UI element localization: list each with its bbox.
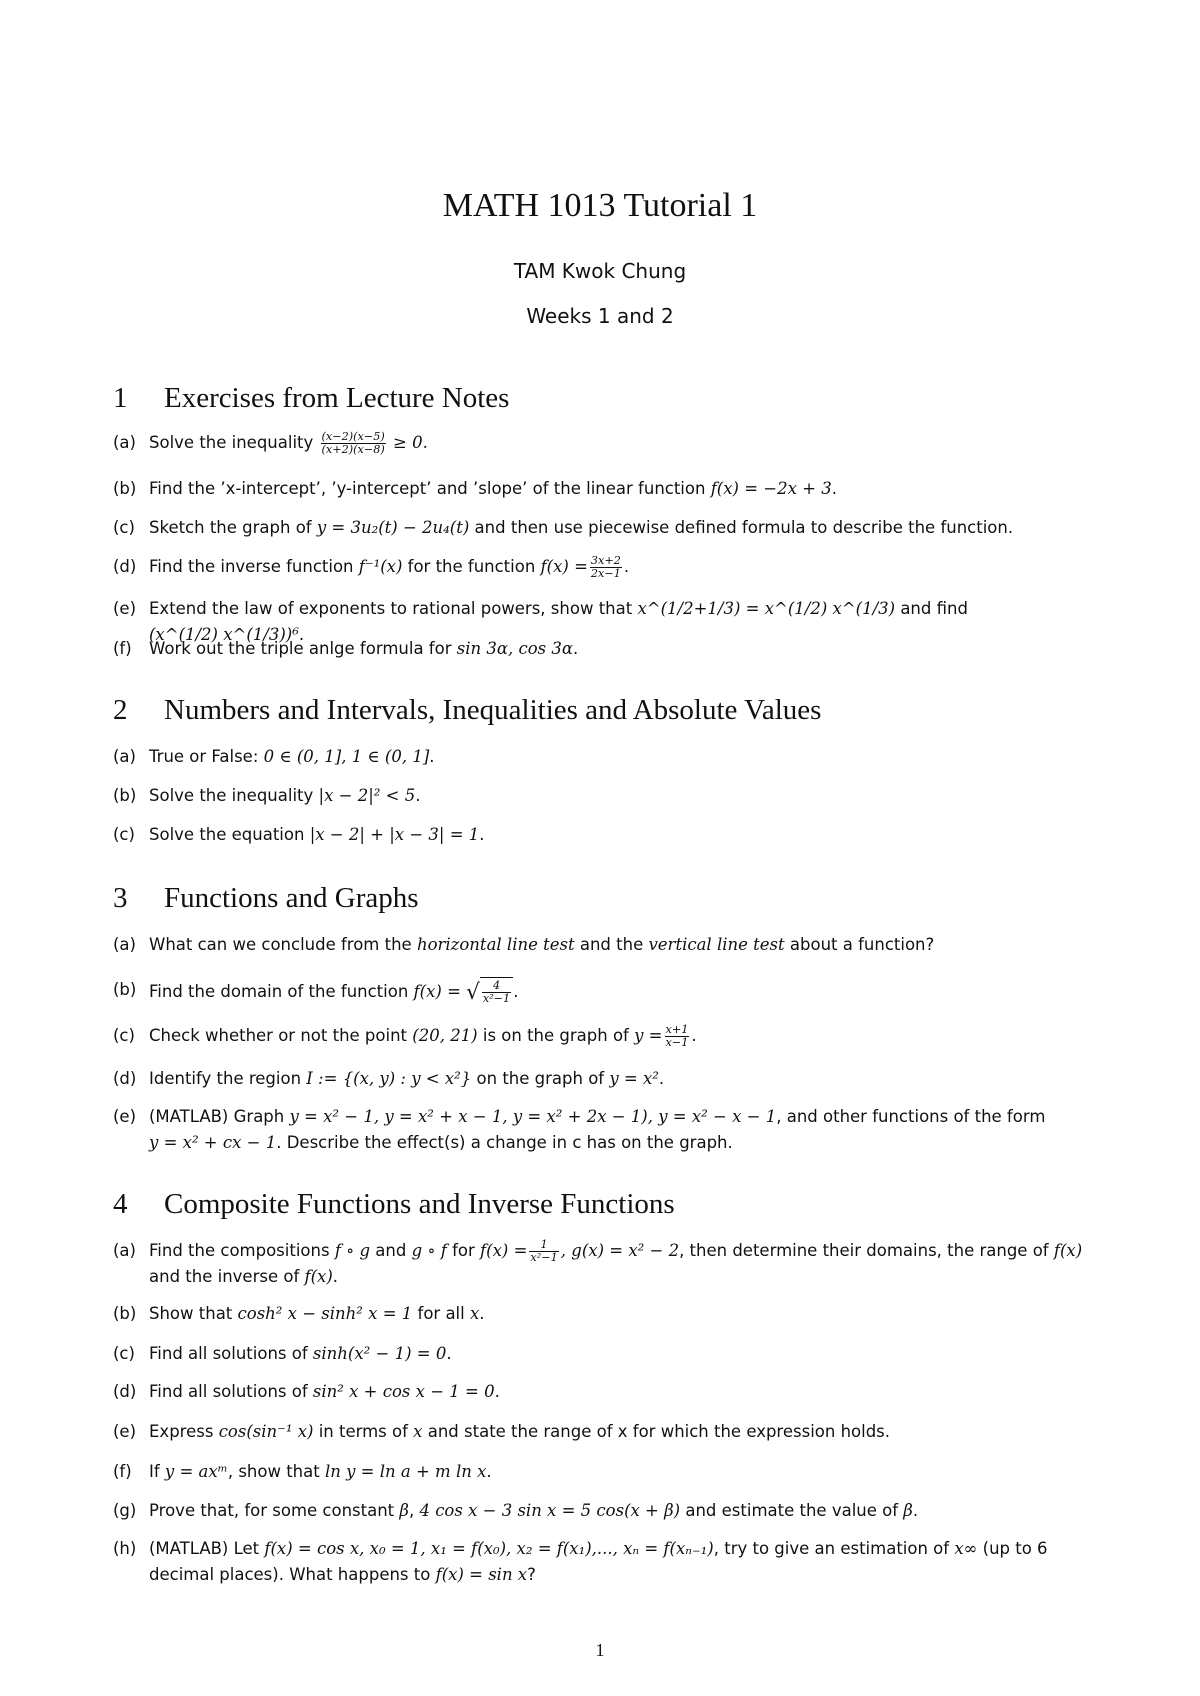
item-text: [149, 1419, 1103, 1445]
math-expression: f⁻¹(x): [358, 557, 403, 576]
item-text-part: for the function: [402, 557, 541, 576]
math-expression: f(x) =: [413, 982, 461, 1001]
math-expression: f(x) = −2x + 3: [710, 479, 832, 498]
item-text-part: Find the ’x-intercept’, ’y-intercept’ and ’slope’ of the linear function: [149, 479, 711, 498]
emphasized-term: vertical line test: [648, 935, 785, 954]
math-expression: x^(1/2+1/3) = x^(1/2) x^(1/3): [637, 599, 896, 618]
math-expression: ≥ 0.: [387, 433, 428, 452]
item-text-part: Check whether or not the point: [149, 1026, 413, 1045]
item-text-part: Extend the law of exponents to rational powers, show that: [149, 599, 638, 618]
item-label: (b): [113, 786, 137, 805]
section-heading: [113, 380, 1103, 416]
exercise-item: [113, 1066, 1103, 1092]
item-text-part: If: [149, 1462, 165, 1481]
item-label: (a): [113, 433, 136, 452]
item-text-part: , and other functions of the form: [776, 1107, 1046, 1126]
fraction: [590, 555, 622, 580]
item-label: (d): [113, 1069, 137, 1088]
item-text-part: .: [479, 1304, 485, 1323]
item-label: (h): [113, 1539, 137, 1558]
item-text: [149, 1459, 1103, 1485]
exercise-item: [113, 1104, 1103, 1156]
math-expression: y = x² − 1, y = x² + x − 1, y = x² + 2x − 1), y = x² − x − 1: [289, 1107, 777, 1126]
item-text-part: Solve the inequality: [149, 786, 319, 805]
math-expression: x∞: [954, 1539, 978, 1558]
section-title: Numbers and Intervals, Inequalities and Absolute Values: [164, 694, 822, 726]
item-text-part: What can we conclude from the: [149, 935, 417, 954]
fraction-numerator: 4: [482, 980, 511, 993]
item-label: (f): [113, 1462, 132, 1481]
section-title: Composite Functions and Inverse Functions: [164, 1188, 675, 1220]
item-label: (c): [113, 518, 135, 537]
math-expression: x: [469, 1304, 480, 1323]
fraction-numerator: x+1: [665, 1023, 689, 1037]
item-text-part: .: [494, 1382, 500, 1401]
item-text-part: , try to give an estimation of: [713, 1539, 955, 1558]
item-label: (b): [113, 479, 137, 498]
math-expression: |x − 2|² < 5: [318, 786, 416, 805]
section-title: Functions and Graphs: [164, 882, 419, 914]
item-text-part: ,: [408, 1501, 420, 1520]
fraction: [482, 980, 511, 1005]
item-text-part: and: [370, 1241, 412, 1260]
item-text-part: on the graph of: [471, 1069, 610, 1088]
item-text: [149, 1066, 1103, 1092]
item-text-part: .: [513, 982, 519, 1001]
document-title: MATH 1013 Tutorial 1: [442, 187, 758, 224]
page-number: 1: [595, 1640, 605, 1660]
exercise-item: [113, 783, 1103, 809]
item-text-part: for all: [412, 1304, 470, 1323]
exercise-item: [113, 636, 1103, 662]
exercise-item: [113, 1023, 1103, 1049]
item-text-part: .: [912, 1501, 919, 1520]
math-expression: y = x²: [609, 1069, 659, 1088]
document-date: Weeks 1 and 2: [526, 304, 674, 328]
fraction-numerator: 3x+2: [590, 554, 621, 568]
exercise-item: [113, 1301, 1103, 1327]
item-label: (c): [113, 825, 135, 844]
exercise-item: [113, 1536, 1103, 1588]
math-expression: β: [903, 1501, 913, 1520]
section-title: Exercises from Lecture Notes: [164, 382, 510, 414]
item-text-part: .: [298, 625, 305, 644]
item-text-part: .: [658, 1069, 665, 1088]
exercise-item: [113, 1419, 1103, 1445]
item-label: (c): [113, 1026, 135, 1045]
radical-icon: √: [466, 980, 480, 1005]
item-label: (a): [113, 747, 136, 766]
item-text-part: and estimate the value of: [680, 1501, 904, 1520]
item-text-part: .: [831, 479, 837, 498]
item-label: (e): [113, 599, 137, 618]
math-expression: |x − 2| + |x − 3| = 1: [309, 825, 480, 844]
item-text-part: and the inverse of: [149, 1267, 305, 1286]
item-text: [149, 1238, 1103, 1290]
math-expression: f(x) = sin x: [435, 1565, 528, 1584]
math-expression: sinh(x² − 1) = 0: [312, 1344, 447, 1363]
fraction-denominator: x²−1: [482, 992, 511, 1005]
item-text-part: Find the inverse function: [149, 557, 359, 576]
exercise-item: [113, 476, 1103, 502]
section-heading: [113, 692, 1103, 728]
exercise-item: [113, 1341, 1103, 1367]
math-expression: y =: [634, 1026, 663, 1045]
item-text-part: . Describe the effect(s) a change in c has on the graph.: [276, 1133, 733, 1152]
exercise-item: [113, 1459, 1103, 1485]
math-expression: (x^(1/2) x^(1/3))⁶: [149, 625, 299, 644]
item-label: (c): [113, 1344, 135, 1363]
item-text-part: and state the range of x for which the expression holds.: [422, 1422, 891, 1441]
math-expression: 4 cos x − 3 sin x = 5 cos(x + β): [419, 1501, 681, 1520]
math-expression: g ∘ f: [411, 1241, 447, 1260]
item-text-part: Identify the region: [149, 1069, 307, 1088]
item-text-part: True or False:: [149, 747, 264, 766]
item-text-part: .: [446, 1344, 452, 1363]
item-text-part: Sketch the graph of: [149, 518, 317, 537]
item-text-part: Find the compositions: [149, 1241, 335, 1260]
math-expression: y = axᵐ: [164, 1462, 228, 1481]
item-label: (d): [113, 557, 137, 576]
math-expression: I := {(x, y) : y < x²}: [306, 1069, 472, 1088]
math-expression: f(x) =: [540, 557, 588, 576]
item-text-part: (up to 6 decimal places). What happens to: [149, 1539, 1048, 1584]
item-label: (b): [113, 980, 137, 999]
math-expression: x: [413, 1422, 423, 1441]
item-text-part: .: [486, 1462, 492, 1481]
exercise-item: [113, 1379, 1103, 1405]
exercise-item: [113, 430, 1103, 456]
section-number: 1: [113, 382, 128, 414]
item-text-part: for: [446, 1241, 481, 1260]
item-text: [149, 430, 1103, 456]
item-text: [149, 783, 1103, 809]
math-expression: f(x) =: [480, 1241, 528, 1260]
item-text-part: in terms of: [313, 1422, 414, 1441]
item-label: (a): [113, 1241, 136, 1260]
item-text-part: ?: [527, 1565, 536, 1584]
item-text-part: Find the domain of the function: [149, 982, 414, 1001]
item-text-part: .: [573, 639, 579, 658]
section-number: 4: [113, 1188, 128, 1220]
exercise-item: [113, 1498, 1103, 1524]
item-text-part: Find all solutions of: [149, 1344, 313, 1363]
item-text-part: .: [479, 825, 485, 844]
math-expression: y = x² + cx − 1: [149, 1133, 277, 1152]
item-text-part: , then determine their domains, the range of: [679, 1241, 1054, 1260]
item-label: (a): [113, 935, 136, 954]
item-text-part: and find: [895, 599, 968, 618]
item-text-part: , show that: [227, 1462, 325, 1481]
fraction-denominator: (x+2)(x−8): [321, 443, 385, 456]
item-text: [149, 1536, 1103, 1588]
math-expression: sin 3α, cos 3α: [456, 639, 574, 658]
math-expression: ln y = ln a + m ln x: [324, 1462, 487, 1481]
math-expression: cosh² x − sinh² x = 1: [237, 1304, 413, 1323]
item-text: [149, 515, 1103, 541]
item-text: [149, 744, 1103, 770]
item-text-part: .: [691, 1026, 697, 1045]
item-label: (f): [113, 639, 132, 658]
exercise-item: [113, 822, 1103, 848]
exercise-item: [113, 744, 1103, 770]
math-expression: f(x) = cos x, x₀ = 1, x₁ = f(x₀), x₂ = f(x₁),..., xₙ = f(xₙ₋₁): [264, 1539, 714, 1558]
section-number: 3: [113, 882, 128, 914]
item-text-part: .: [429, 747, 435, 766]
section-number: 2: [113, 694, 128, 726]
item-text-part: (MATLAB) Let: [149, 1539, 265, 1558]
fraction-denominator: x²−1: [530, 1251, 558, 1264]
item-text: [149, 636, 1103, 662]
item-text-part: about a function?: [784, 935, 935, 954]
document-author: TAM Kwok Chung: [513, 259, 687, 283]
item-text: [149, 476, 1103, 502]
math-expression: (20, 21): [412, 1026, 478, 1045]
item-text: [149, 822, 1103, 848]
math-expression: 0 ∈ (0, 1], 1 ∈ (0, 1]: [263, 747, 430, 766]
exercise-item: [113, 515, 1103, 541]
exercise-item: [113, 1238, 1103, 1290]
fraction-denominator: 2x−1: [590, 567, 621, 580]
item-text-part: .: [332, 1267, 339, 1286]
item-text: [149, 932, 1103, 958]
item-label: (e): [113, 1107, 137, 1126]
item-text: [149, 1301, 1103, 1327]
item-text-part: Show that: [149, 1304, 238, 1323]
exercise-item: [113, 932, 1103, 958]
math-expression: y = 3u₂(t) − 2u₄(t): [316, 518, 470, 537]
item-text-part: and the: [574, 935, 649, 954]
item-label: (g): [113, 1501, 137, 1520]
math-expression: β: [399, 1501, 409, 1520]
fraction: [321, 431, 386, 456]
item-label: (e): [113, 1422, 137, 1441]
fraction: [529, 1239, 558, 1264]
item-text: [149, 977, 1103, 1006]
fraction: [665, 1024, 690, 1049]
item-text-part: Find all solutions of: [149, 1382, 313, 1401]
item-text-part: Express: [149, 1422, 219, 1441]
item-text-part: .: [415, 786, 421, 805]
item-label: (d): [113, 1382, 137, 1401]
item-text-part: and then use piecewise defined formula to describe the function.: [469, 518, 1014, 537]
item-text-part: Prove that, for some constant: [149, 1501, 400, 1520]
item-text: [149, 1023, 1103, 1049]
fraction-numerator: (x−2)(x−5): [321, 430, 385, 444]
item-text-part: is on the graph of: [477, 1026, 635, 1045]
item-text: [149, 1498, 1103, 1524]
section-heading: [113, 880, 1103, 916]
item-label: (b): [113, 1304, 137, 1323]
exercise-item: [113, 977, 1103, 1006]
emphasized-term: horizontal line test: [416, 935, 575, 954]
exercise-item: [113, 554, 1103, 580]
item-text: [149, 1104, 1103, 1156]
item-text-part: .: [623, 557, 630, 576]
item-text-part: Solve the equation: [149, 825, 310, 844]
fraction-denominator: x−1: [665, 1036, 689, 1049]
math-expression: , g(x) = x² − 2: [560, 1241, 680, 1260]
title-block: [0, 186, 1200, 329]
section-heading: [113, 1186, 1103, 1222]
fraction-numerator: 1: [529, 1239, 558, 1252]
item-text: [149, 554, 1103, 580]
math-expression: f(x): [304, 1267, 333, 1286]
item-text-part: Solve the inequality: [149, 433, 319, 452]
math-expression: sin² x + cos x − 1 = 0: [312, 1382, 495, 1401]
item-text-part: Work out the triple anlge formula for: [149, 639, 457, 658]
item-text: [149, 1341, 1103, 1367]
math-expression: f(x): [1053, 1241, 1083, 1260]
square-root: [466, 979, 513, 1005]
item-text-part: (MATLAB) Graph: [149, 1107, 290, 1126]
math-expression: f ∘ g: [334, 1241, 371, 1260]
item-text: [149, 1379, 1103, 1405]
math-expression: cos(sin⁻¹ x): [218, 1422, 314, 1441]
